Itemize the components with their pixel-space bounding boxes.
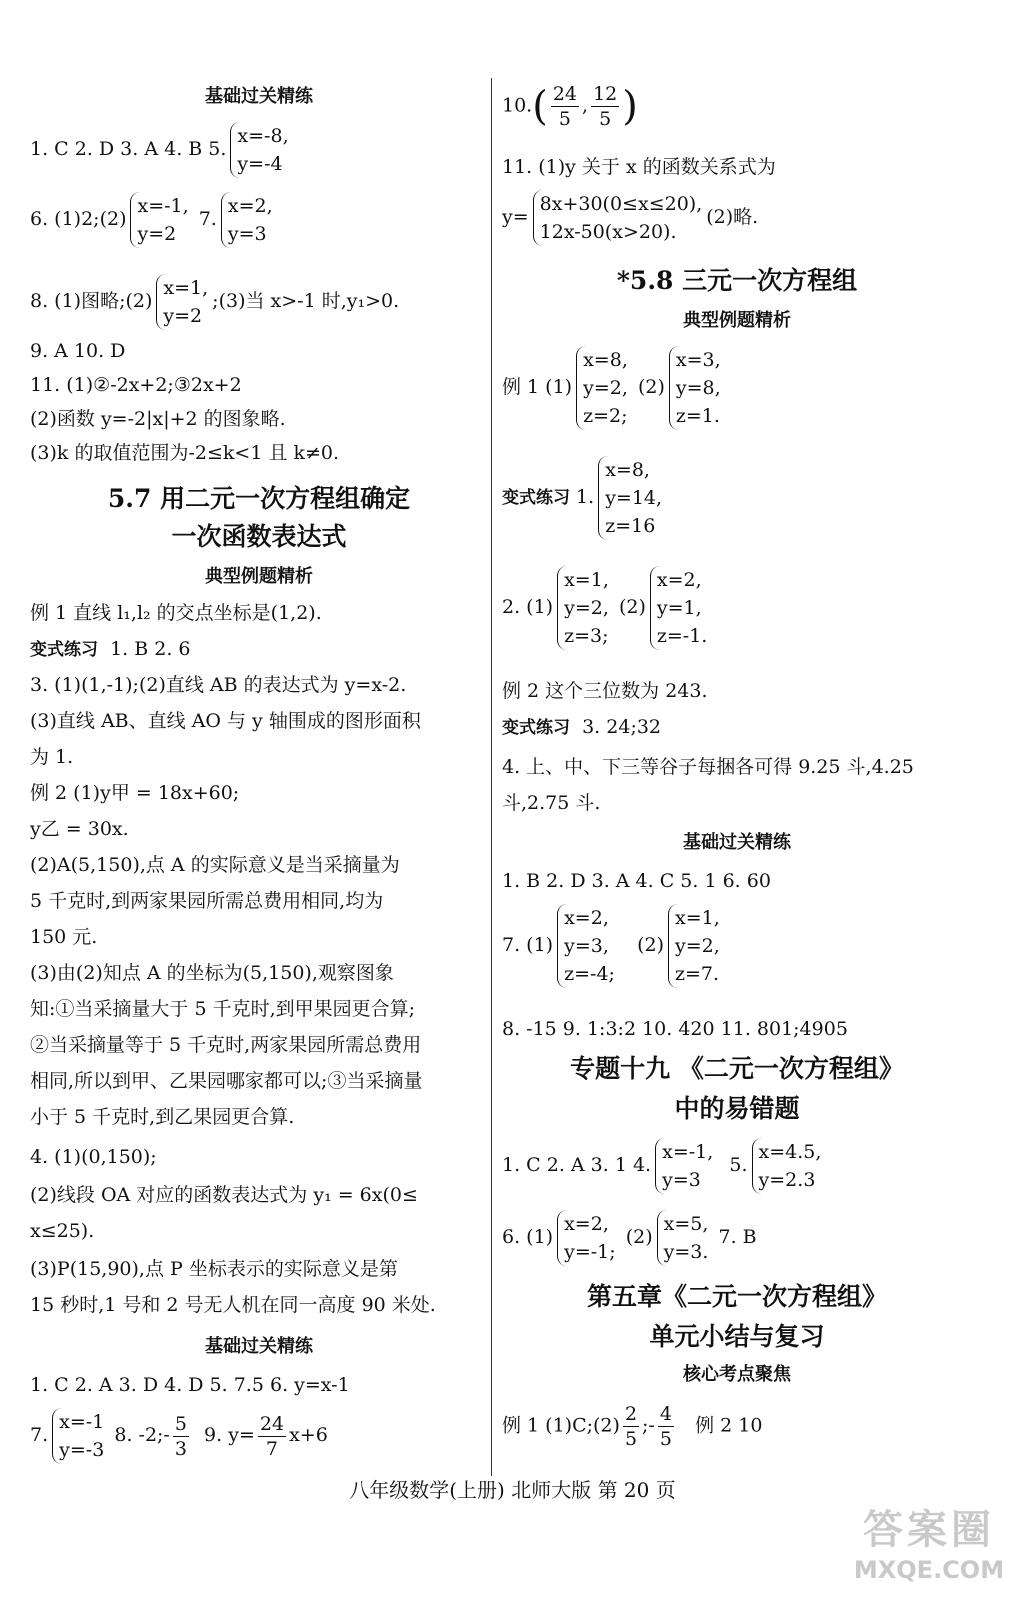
column-divider (491, 78, 492, 1476)
variant-practice-label: 变式练习 (502, 488, 570, 508)
answer-line: 变式练习 1. x=8, y=14, z=16 (502, 456, 666, 540)
answer-line: 1. C 2. A 3. D 4. D 5. 7.5 6. y=x-1 (30, 1374, 350, 1396)
answer-line: (2)A(5,150),点 A 的实际意义是当采摘量为 (30, 854, 400, 876)
answer-line: 3. (1)(1,-1);(2)直线 AB 的表达式为 y=x-2. (30, 674, 407, 696)
answer-line: 1. C 2. A 3. 1 4. x=-1, y=3 5. x=4.5, y=2.3 (502, 1138, 825, 1194)
equation-system: x=5, y=3. (657, 1210, 709, 1266)
answer-line: 例 2 (1)y甲 = 18x+60; (30, 782, 240, 804)
answer-line: 15 秒时,1 号和 2 号无人机在同一高度 90 米处. (30, 1294, 436, 1316)
answer-line: 8. (1)图略;(2) x=1, y=2 ;(3)当 x>-1 时,y₁>0. (30, 274, 399, 330)
answer-line: 6. (1)2;(2) x=-1, y=2 7. x=2, y=3 (30, 192, 277, 248)
answer-line: (2)函数 y=-2|x|+2 的图象略. (30, 408, 286, 430)
fraction: $\frac{24}{7}$ (259, 1412, 285, 1460)
answer-line: 变式练习 1. B 2. 6 (30, 638, 191, 660)
answer-line: ②当采摘量等于 5 千克时,两家果园所需总费用 (30, 1034, 422, 1056)
section-heading: 典型例题精析 (205, 566, 313, 587)
equation-system: x=1, y=2, z=3; (557, 566, 609, 650)
section-title: 单元小结与复习 (649, 1322, 825, 1351)
equation-system: x=2, y=1, z=-1. (650, 566, 707, 650)
answer-line: (3)直线 AB、直线 AO 与 y 轴围成的图形面积 (30, 710, 421, 732)
answer-line: 例 1 (1) x=8, y=2, z=2; (2) x=3, y=8, z=1. (502, 346, 725, 430)
section-title: 一次函数表达式 (171, 522, 347, 551)
section-heading: 基础过关精练 (683, 832, 791, 853)
answer-line: 7. x=-1 y=-3 8. -2;- $\frac{5}{3}$ 9. y= $\frac{24}{7}$ x+6 (30, 1408, 328, 1464)
equation-system: x=2, y=-1; (557, 1210, 616, 1266)
fraction: $\frac{4}{5}$ (659, 1403, 672, 1450)
section-heading: 基础过关精练 (205, 86, 313, 107)
equation-system: x=2, y=3 (221, 192, 273, 248)
equation-system: x=8, y=14, z=16 (598, 456, 662, 540)
answer-line: (3)P(15,90),点 P 坐标表示的实际意义是第 (30, 1258, 398, 1280)
answer-line: 6. (1) x=2, y=-1; (2) x=5, y=3. 7. B (502, 1210, 757, 1266)
variant-practice-label: 变式练习 (30, 640, 98, 660)
answer-line: 相同,所以到甲、乙果园哪家都可以;③当采摘量 (30, 1070, 423, 1092)
equation-system: x=-1 y=-3 (52, 1408, 104, 1464)
answer-line: x≤25). (30, 1220, 95, 1242)
page-footer: 八年级数学(上册) 北师大版 第 20 页 (349, 1478, 676, 1502)
equation-system: x=-8, y=-4 (230, 122, 288, 178)
section-heading: 核心考点聚焦 (683, 1364, 791, 1385)
answer-line: (3)由(2)知点 A 的坐标为(5,150),观察图象 (30, 962, 394, 984)
answer-line: 为 1. (30, 746, 74, 768)
fraction: $\frac{5}{3}$ (174, 1412, 187, 1460)
answer-line: 斗,2.75 斗. (502, 792, 601, 814)
equation-system: x=4.5, y=2.3 (752, 1138, 822, 1194)
equation-system: x=8, y=2, z=2; (576, 346, 628, 430)
fraction: $\frac{2}{5}$ (624, 1403, 638, 1450)
answer-line: (2)线段 OA 对应的函数表达式为 y₁ = 6x(0≤ (30, 1184, 418, 1206)
answer-line: 2. (1) x=1, y=2, z=3; (2) x=2, y=1, z=-1. (502, 566, 711, 650)
section-title: 第五章《二元一次方程组》 (586, 1282, 887, 1311)
equation-system: x=-1, y=3 (655, 1138, 713, 1194)
section-heading: 基础过关精练 (205, 1336, 313, 1357)
answer-line: 变式练习 3. 24;32 (502, 716, 662, 738)
answer-line: 7. (1) x=2, y=3, z=-4; (2) x=1, y=2, z=7. (502, 904, 724, 988)
answer-line: y= 8x+30(0≤x≤20), 12x-50(x>20). (2)略. (502, 190, 758, 246)
answer-line: 1. B 2. D 3. A 4. C 5. 1 6. 60 (502, 870, 771, 892)
answer-line: 11. (1)y 关于 x 的函数关系式为 (502, 156, 776, 178)
equation-system: x=3, y=8, z=1. (669, 346, 721, 430)
section-title: *5.8 三元一次方程组 (616, 266, 858, 295)
variant-practice-label: 变式练习 (502, 718, 570, 738)
answer-line: 4. 上、中、下三等谷子每捆各可得 9.25 斗,4.25 (502, 756, 914, 778)
answer-line: 例 2 这个三位数为 243. (502, 680, 708, 702)
answer-line: 例 1 直线 l₁,l₂ 的交点坐标是(1,2). (30, 602, 322, 624)
equation-system: x=-1, y=2 (130, 192, 188, 248)
answer-line: 例 1 (1)C;(2) $\frac{2}{5}$ ;- $\frac{4}{5}$ 例 2 10 (502, 1403, 763, 1450)
watermark-logo: 答案圈 MXQE.COM (853, 1507, 1005, 1584)
section-title: 中的易错题 (674, 1094, 800, 1123)
equation-system: x=1, y=2 (156, 274, 208, 330)
equation-system: 8x+30(0≤x≤20), 12x-50(x>20). (533, 190, 703, 246)
answer-line: 知:①当采摘量大于 5 千克时,到甲果园更合算; (30, 998, 416, 1020)
answer-line: 9. A 10. D (30, 340, 126, 362)
equation-system: x=1, y=2, z=7. (668, 904, 720, 988)
answer-line: 5 千克时,到两家果园所需总费用相同,均为 (30, 890, 384, 912)
section-title: 5.7 用二元一次方程组确定 (107, 484, 411, 513)
answer-line: (3)k 的取值范围为-2≤k<1 且 k≠0. (30, 442, 340, 464)
answer-line: 150 元. (30, 926, 98, 948)
answer-line: y乙 = 30x. (30, 818, 129, 840)
equation-system: x=2, y=3, z=-4; (557, 904, 615, 988)
fraction: $\frac{12}{5}$ (593, 83, 618, 130)
answer-line: 8. -15 9. 1:3:2 10. 420 11. 801;4905 (502, 1018, 848, 1040)
section-heading: 典型例题精析 (683, 310, 791, 331)
answer-line: 11. (1)②-2x+2;③2x+2 (30, 374, 242, 396)
section-title: 专题十九 《二元一次方程组》 (570, 1054, 904, 1083)
answer-line: 1. C 2. D 3. A 4. B 5. x=-8, y=-4 (30, 122, 293, 178)
answer-line: 4. (1)(0,150); (30, 1146, 157, 1168)
answer-line: 10.( $\frac{24}{5}$ , $\frac{12}{5}$ ) (502, 83, 638, 130)
answer-line: 小于 5 千克时,到乙果园更合算. (30, 1106, 295, 1128)
fraction: $\frac{24}{5}$ (552, 83, 578, 130)
